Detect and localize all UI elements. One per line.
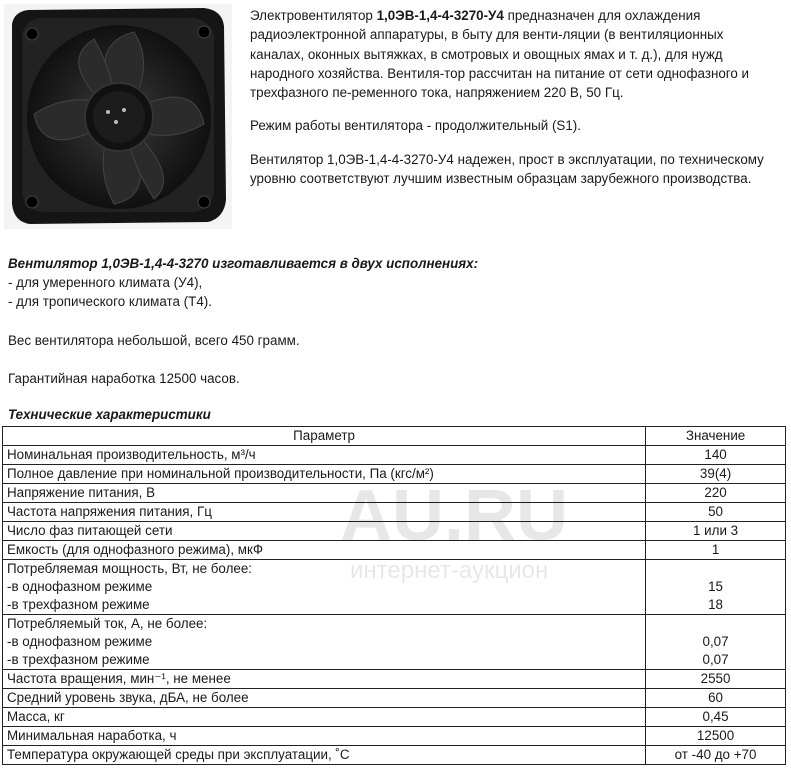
intro-paragraph-2: Режим работы вентилятора - продолжительный (S1). — [250, 118, 581, 134]
value-cell: от -40 до +70 — [646, 746, 786, 765]
table-row — [3, 670, 786, 689]
table-header-row — [3, 427, 786, 446]
param-label: Потребляемый ток, А, не более: — [7, 616, 208, 631]
value-cell: 140 — [646, 446, 786, 465]
table-row — [3, 503, 786, 522]
value-cell — [646, 560, 786, 615]
spec-table — [2, 426, 786, 765]
param-label: Емкость (для однофазного режима), мкФ — [7, 542, 264, 557]
param-cell — [3, 670, 646, 689]
table-row — [3, 541, 786, 560]
versions-heading: Вентилятор 1,0ЭВ-1,4-4-3270 изготавливается в двух исполнениях: — [8, 256, 479, 271]
param-cell — [3, 484, 646, 503]
param-label: Частота напряжения питания, Гц — [7, 504, 212, 519]
intro-text — [250, 6, 780, 202]
param-label: Напряжение питания, В — [7, 485, 156, 500]
value-text: 15 — [708, 579, 723, 594]
value-cell: 0,45 — [646, 708, 786, 727]
param-cell — [3, 522, 646, 541]
table-row — [3, 560, 786, 615]
param-cell — [3, 446, 646, 465]
table-row — [3, 708, 786, 727]
warranty-text: Гарантийная наработка 12500 часов. — [8, 371, 240, 386]
param-cell — [3, 708, 646, 727]
table-row — [3, 727, 786, 746]
value-cell: 39(4) — [646, 465, 786, 484]
param-sublabel: -в трехфазном режиме — [7, 652, 150, 667]
version-item: - для умеренного климата (У4), — [8, 275, 203, 290]
param-sublabel: -в однофазном режиме — [7, 634, 153, 649]
value-text: 0,07 — [702, 652, 729, 667]
table-row — [3, 746, 786, 765]
param-cell — [3, 727, 646, 746]
param-cell — [3, 746, 646, 765]
value-cell: 50 — [646, 503, 786, 522]
fan-icon — [4, 4, 232, 229]
param-label: Средний уровень звука, дБА, не более — [7, 690, 249, 705]
param-sublabel: -в трехфазном режиме — [7, 597, 150, 612]
table-row — [3, 615, 786, 670]
value-cell: 220 — [646, 484, 786, 503]
column-header-param: Параметр — [3, 427, 646, 446]
param-cell — [3, 689, 646, 708]
column-header-value: Значение — [646, 427, 786, 446]
value-cell — [646, 615, 786, 670]
weight-text: Вес вентилятора небольшой, всего 450 грамм. — [8, 333, 300, 348]
fan-photo — [4, 4, 232, 229]
table-row — [3, 522, 786, 541]
param-cell — [3, 541, 646, 560]
value-text: 0,07 — [702, 634, 729, 649]
param-label: Потребляемая мощность, Вт, не более: — [7, 561, 253, 576]
spec-heading: Технические характеристики — [8, 407, 211, 422]
svg-text:AU.RU: AU.RU — [340, 476, 568, 556]
versions-block — [8, 254, 478, 311]
value-cell: 60 — [646, 689, 786, 708]
param-label: Число фаз питающей сети — [7, 523, 173, 538]
model-name: 1,0ЭВ-1,4-4-3270-У4 — [376, 8, 504, 23]
intro-paragraph-1: Электровентилятор 1,0ЭВ-1,4-4-3270-У4 предназначен для охлаждения радиоэлектронной аппаратуры, в быту для венти-ляции (в вентиляционных каналах, оконных вытяжках, в смотровых и овощных ямах и т. д.), для нужд народного хозяйства. Вентиля-тор рассчитан на питание от сети однофазного и трехфазного пе-ременного тока, напряжением 220 В, 50 Гц. — [250, 8, 750, 101]
param-label: Частота вращения, мин⁻¹, не менее — [7, 671, 231, 686]
value-cell: 1 — [646, 541, 786, 560]
param-label: Номинальная производительность, м³/ч — [7, 447, 256, 462]
param-sublabel: -в однофазном режиме — [7, 579, 153, 594]
param-cell — [3, 615, 646, 670]
value-cell: 12500 — [646, 727, 786, 746]
intro-paragraph-3: Вентилятор 1,0ЭВ-1,4-4-3270-У4 надежен, прост в эксплуатации, по техническому уровню соответствуют лучшим известным образцам зарубежного производства. — [250, 151, 764, 187]
param-label: Минимальная наработка, ч — [7, 728, 177, 743]
version-item: - для тропического климата (Т4). — [8, 294, 212, 309]
value-cell: 2550 — [646, 670, 786, 689]
param-cell — [3, 503, 646, 522]
svg-text:интернет-аукцион: интернет-аукцион — [350, 557, 549, 584]
value-cell: 1 или 3 — [646, 522, 786, 541]
param-cell — [3, 465, 646, 484]
value-text: 18 — [708, 597, 723, 612]
param-label: Температура окружающей среды при эксплуатации, ˚С — [7, 747, 350, 762]
param-label: Масса, кг — [7, 709, 65, 724]
table-row — [3, 689, 786, 708]
table-row — [3, 484, 786, 503]
param-label: Полное давление при номинальной производительности, Па (кгс/м²) — [7, 466, 434, 481]
table-row — [3, 465, 786, 484]
table-row — [3, 446, 786, 465]
param-cell — [3, 560, 646, 615]
